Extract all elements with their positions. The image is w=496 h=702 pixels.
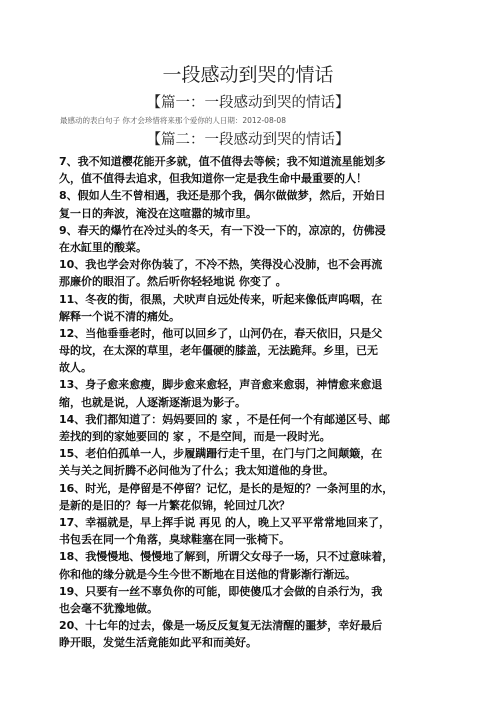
text-line: 复一日的奔波，淹没在这喧嚣的城市里。 <box>59 206 257 220</box>
text-line: 是新的是旧的？每一片繁花似锦，轮回过几次？ <box>59 498 290 512</box>
text-line: 15、老伯伯孤单一人，步履蹒跚行走千里，在门与门之间颠簸，在 <box>59 447 383 461</box>
text-line: 久，值不值得去追求，但我知道你一定是我生命中最重要的人！ <box>59 172 367 186</box>
text-line: 7、我不知道樱花能开多就，值不值得去等候；我不知道流星能划多 <box>59 155 386 168</box>
text-line: 9、春天的爆竹在冷过头的冬天，有一下没一下的，凉凉的，仿佛浸 <box>59 223 386 237</box>
text-line: 12、当他垂垂老时，他可以回乡了，山河仍在，春天依旧，只是父 <box>59 326 383 340</box>
text-line: 17、幸福就是，早上挥手说 再见 的人，晚上又平平常常地回来了， <box>59 515 390 529</box>
text-line: 14、我们都知道了：妈妈要回的 家 ，不是任何一个有邮递区号、邮 <box>59 412 390 426</box>
text-line: 差找的到的家她要回的 家 ，不是空间，而是一段时光。 <box>59 430 331 443</box>
meta-line: 最感动的表白句子 你才会珍惜将来那个爱你的人日期：2012-08-08 <box>60 116 286 125</box>
document-title: 一段感动到哭的情话 <box>162 64 334 86</box>
text-line: 母的坟，在太深的草里，老年僵硬的膝盖，无法跪拜。乡里，已无 <box>59 344 378 358</box>
text-line: 11、冬夜的街，很黑，犬吠声自远处传来，听起来像低声呜咽，在 <box>59 292 383 306</box>
text-line: 18、我慢慢地、慢慢地了解到，所谓父女母子一场，只不过意味着， <box>59 550 394 564</box>
text-line: 也会毫不犹豫地做。 <box>59 601 158 615</box>
text-line: 那廉价的眼泪了。然后听你轻轻地说 你变了 。 <box>59 275 287 289</box>
text-line: 13、身子愈来愈瘦，脚步愈来愈轻，声音愈来愈弱，神情愈来愈退 <box>59 378 383 392</box>
text-line: 20、十七年的过去，像是一场反反复复无法清醒的噩梦，幸好最后 <box>59 619 383 633</box>
text-line: 你和他的缘分就是今生今世不断地在目送他的背影渐行渐远。 <box>59 567 356 581</box>
section-heading-1: 【篇一：一段感动到哭的情话】 <box>146 95 350 111</box>
text-line: 在水缸里的酸菜。 <box>59 240 147 254</box>
text-line: 缩，也就是说，人逐渐逐渐退为影子。 <box>59 395 246 409</box>
text-line: 关与关之间折腾不必问他为了什么；我太知道他的身世。 <box>59 464 334 478</box>
text-line: 故人。 <box>59 361 92 375</box>
text-line: 书包丢在同一个角落，臭球鞋塞在同一张椅下。 <box>59 533 290 547</box>
body-text <box>59 153 444 651</box>
text-line: 睁开眼，发觉生活竟能如此平和而美好。 <box>59 636 257 650</box>
text-line: 10、我也学会对你伪装了，不冷不热，笑得没心没肺，也不会再流 <box>59 258 383 272</box>
text-line: 解释一个说不清的痛处。 <box>59 309 180 323</box>
section-heading-2: 【篇二：一段感动到哭的情话】 <box>146 132 350 148</box>
text-line: 16、时光，是停留是不停留？记忆，是长的是短的？一条河里的水， <box>59 481 394 495</box>
text-line: 8、假如人生不曾相遇，我还是那个我，偶尔做做梦，然后，开始日 <box>59 189 386 203</box>
text-line: 19、只要有一丝不辜负你的可能，即使傻瓜才会做的自杀行为，我 <box>59 584 383 598</box>
